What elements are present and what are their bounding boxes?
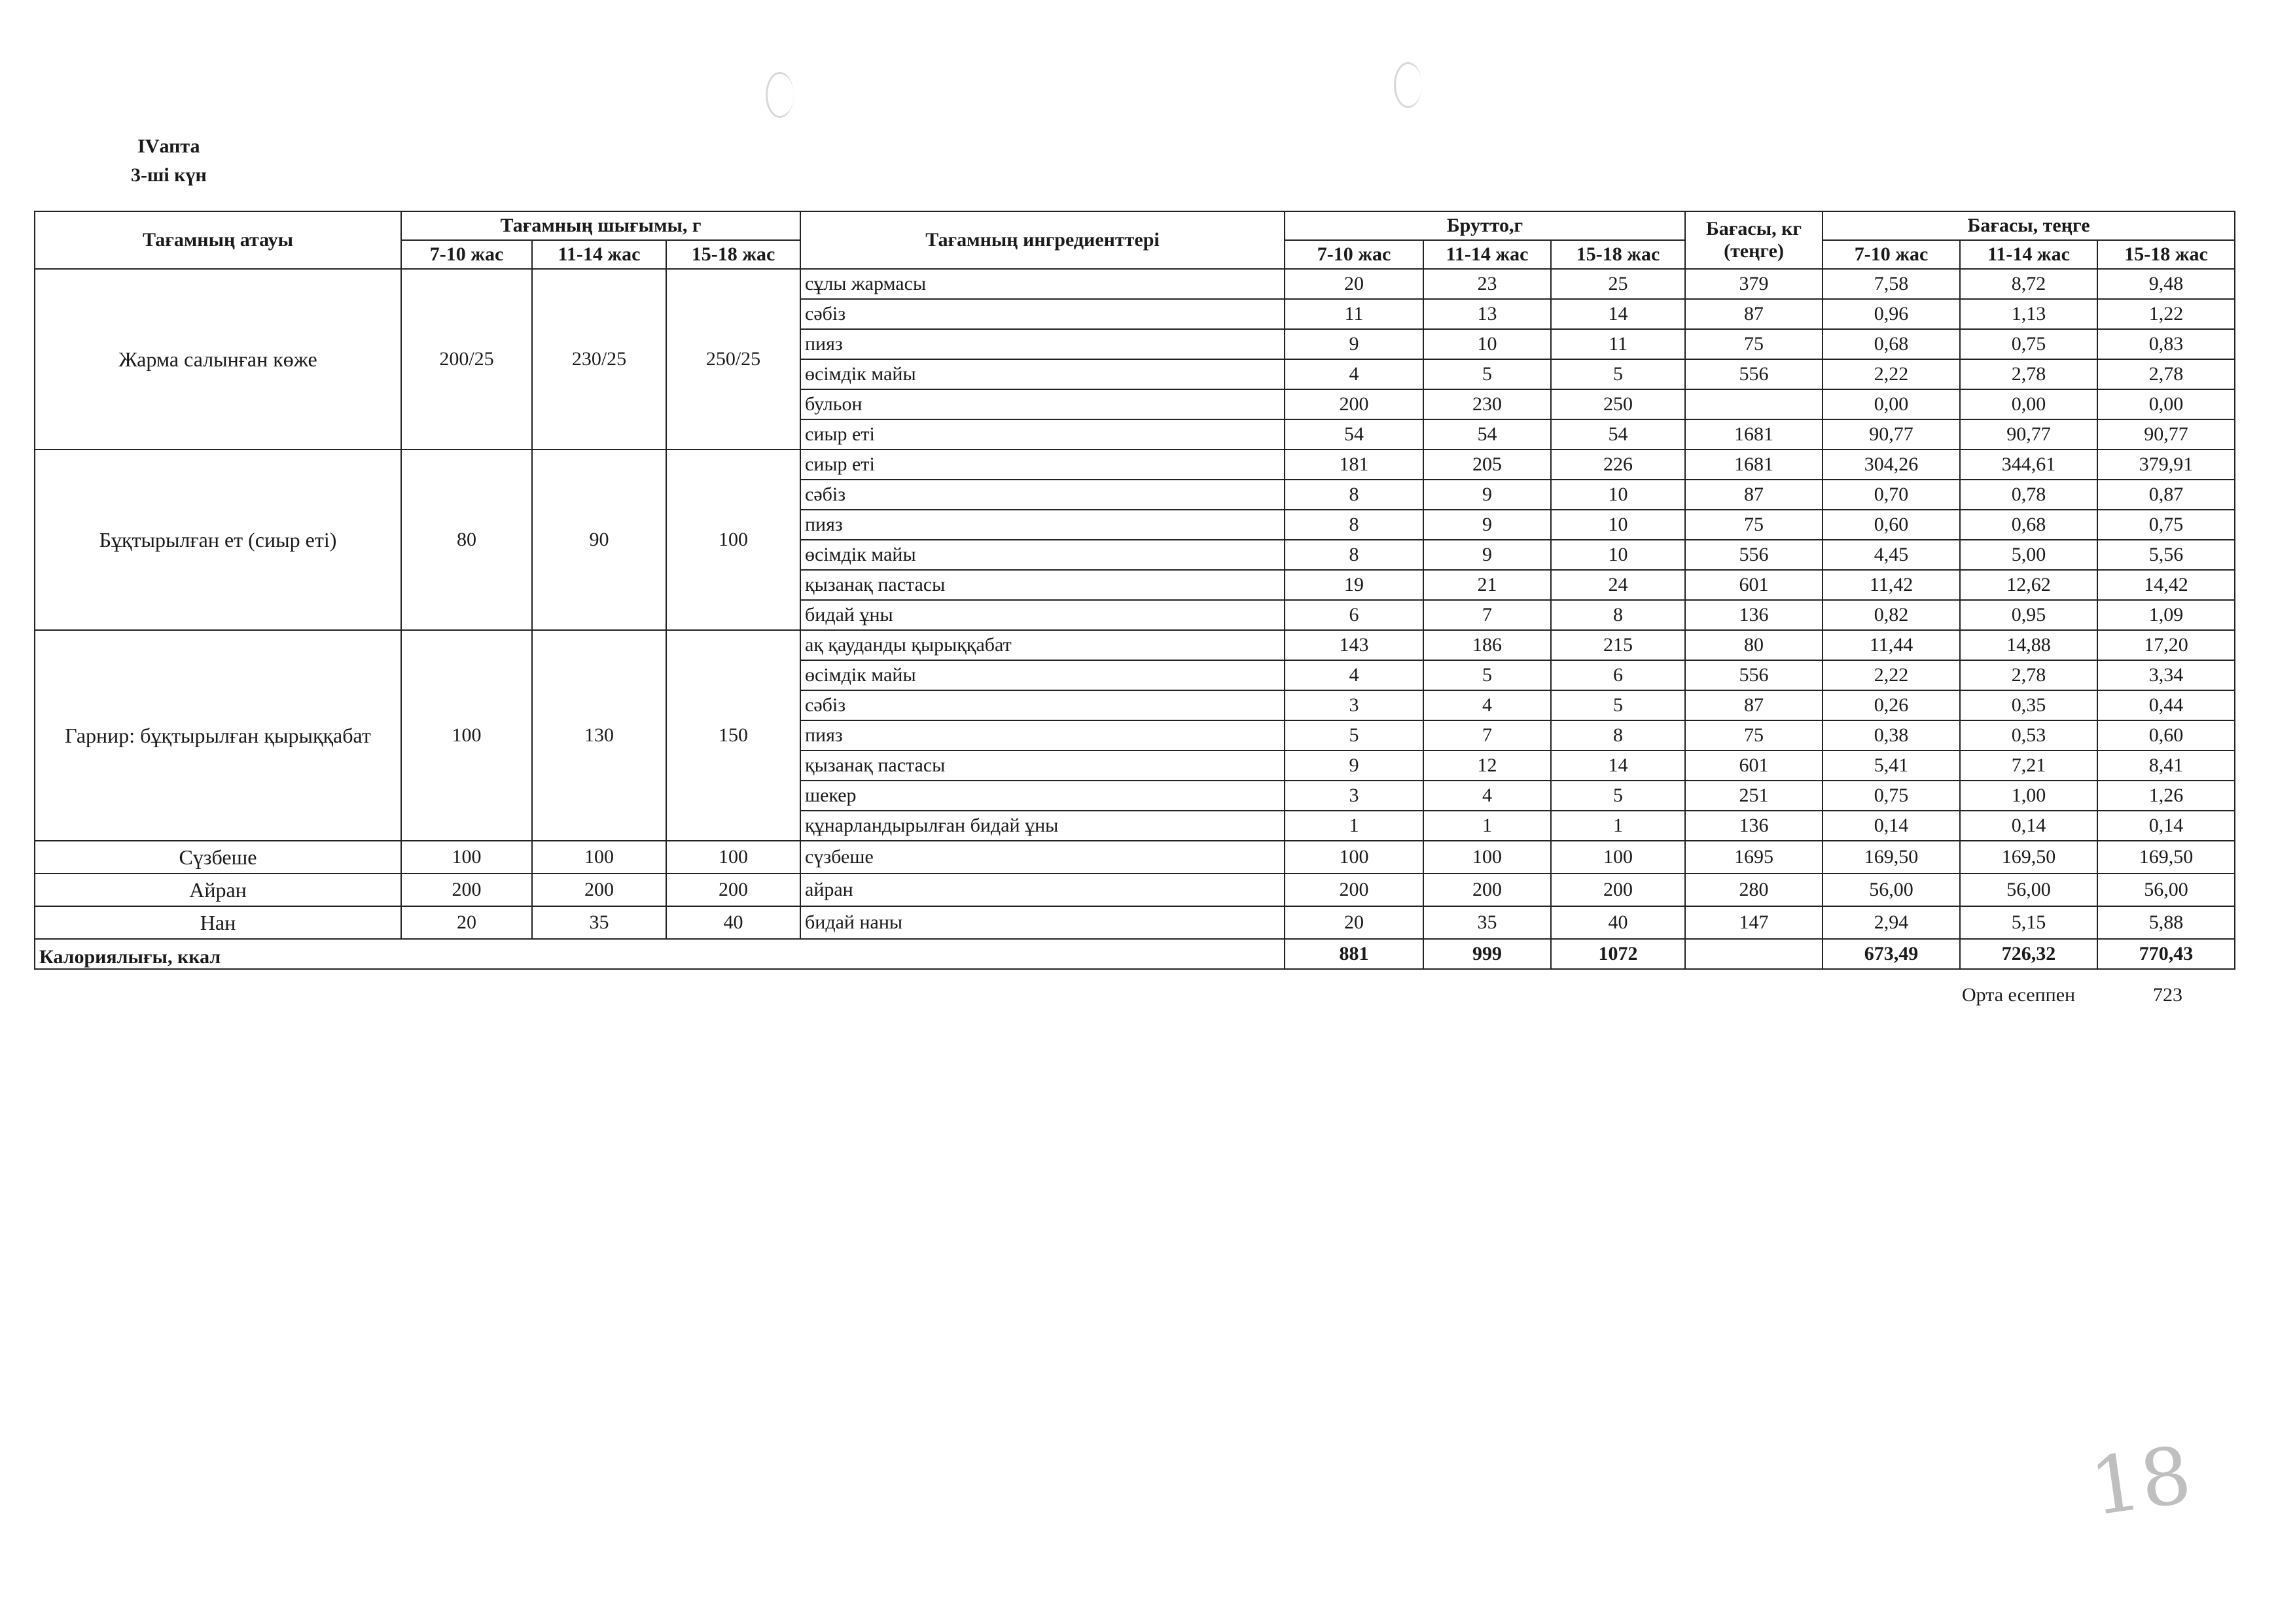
- price-value: 14,88: [1960, 630, 2097, 660]
- price-value: 56,00: [1960, 874, 2097, 906]
- brutto-value: 14: [1551, 299, 1685, 329]
- price-per-kg: 1681: [1685, 419, 1823, 450]
- price-value: 0,00: [2097, 389, 2235, 419]
- brutto-value: 4: [1423, 781, 1551, 811]
- brutto-value: 1: [1285, 811, 1423, 841]
- brutto-value: 143: [1285, 630, 1423, 660]
- brutto-value: 13: [1423, 299, 1551, 329]
- dish-output: 100: [666, 841, 800, 874]
- brutto-value: 40: [1551, 906, 1685, 939]
- price-per-kg: 556: [1685, 540, 1823, 570]
- brutto-value: 186: [1423, 630, 1551, 660]
- brutto-value: 1: [1551, 811, 1685, 841]
- ingredient-name: сәбіз: [800, 480, 1285, 510]
- price-value: 0,75: [2097, 510, 2235, 540]
- ingredient-name: бульон: [800, 389, 1285, 419]
- dish-name: Айран: [35, 874, 401, 906]
- ingredient-name: өсімдік майы: [800, 359, 1285, 389]
- total-price: 673,49: [1823, 939, 1960, 969]
- price-value: 169,50: [1823, 841, 1960, 874]
- dish-name: Нан: [35, 906, 401, 939]
- brutto-value: 8: [1285, 540, 1423, 570]
- brutto-value: 7: [1423, 720, 1551, 750]
- dish-name: Гарнир: бұқтырылған қырыққабат: [35, 630, 401, 841]
- total-price: 770,43: [2097, 939, 2235, 969]
- brutto-value: 9: [1285, 750, 1423, 781]
- brutto-value: 5: [1423, 359, 1551, 389]
- empty-cell: [1685, 939, 1823, 969]
- price-value: 379,91: [2097, 450, 2235, 480]
- price-value: 11,44: [1823, 630, 1960, 660]
- brutto-value: 11: [1285, 299, 1423, 329]
- price-value: 0,95: [1960, 600, 2097, 630]
- age-header: 15-18 жас: [666, 240, 800, 269]
- brutto-value: 4: [1423, 690, 1551, 720]
- price-value: 1,26: [2097, 781, 2235, 811]
- price-value: 0,70: [1823, 480, 1960, 510]
- price-value: 12,62: [1960, 570, 2097, 600]
- dish-output: 80: [401, 450, 532, 630]
- dish-output: 35: [532, 906, 666, 939]
- average-label: Орта есеппен: [1962, 984, 2076, 1006]
- age-header: 15-18 жас: [1551, 240, 1685, 269]
- price-value: 4,45: [1823, 540, 1960, 570]
- price-value: 1,09: [2097, 600, 2235, 630]
- price-value: 0,14: [1960, 811, 2097, 841]
- price-value: 0,00: [1823, 389, 1960, 419]
- brutto-value: 6: [1285, 600, 1423, 630]
- ingredient-name: айран: [800, 874, 1285, 906]
- table-row: [35, 906, 2235, 939]
- brutto-value: 21: [1423, 570, 1551, 600]
- brutto-value: 10: [1423, 329, 1551, 359]
- brutto-value: 54: [1551, 419, 1685, 450]
- ingredient-name: өсімдік майы: [800, 540, 1285, 570]
- dish-output: 100: [532, 841, 666, 874]
- age-header: 7-10 жас: [1823, 240, 1960, 269]
- brutto-value: 12: [1423, 750, 1551, 781]
- ingredient-name: бидай ұны: [800, 600, 1285, 630]
- price-value: 17,20: [2097, 630, 2235, 660]
- price-value: 11,42: [1823, 570, 1960, 600]
- price-value: 169,50: [2097, 841, 2235, 874]
- price-value: 5,88: [2097, 906, 2235, 939]
- brutto-value: 23: [1423, 269, 1551, 299]
- price-value: 56,00: [2097, 874, 2235, 906]
- brutto-value: 20: [1285, 269, 1423, 299]
- punch-hole-mark: [1394, 62, 1422, 108]
- page-header: [131, 132, 207, 190]
- price-per-kg: 601: [1685, 750, 1823, 781]
- ingredient-name: пияз: [800, 510, 1285, 540]
- price-value: 9,48: [2097, 269, 2235, 299]
- price-value: 0,44: [2097, 690, 2235, 720]
- brutto-value: 7: [1423, 600, 1551, 630]
- ingredient-name: сұлы жармасы: [800, 269, 1285, 299]
- calories-row: [35, 939, 2235, 969]
- ingredient-name: бидай наны: [800, 906, 1285, 939]
- brutto-value: 54: [1423, 419, 1551, 450]
- price-value: 14,42: [2097, 570, 2235, 600]
- header-output: Тағамның шығымы, г: [401, 211, 800, 240]
- dish-output: 230/25: [532, 269, 666, 450]
- brutto-value: 8: [1285, 480, 1423, 510]
- brutto-value: 19: [1285, 570, 1423, 600]
- header-price-kg: [1685, 211, 1823, 269]
- price-value: 0,68: [1960, 510, 2097, 540]
- dish-output: 100: [666, 450, 800, 630]
- ingredient-name: сиыр еті: [800, 450, 1285, 480]
- ingredient-name: сәбіз: [800, 299, 1285, 329]
- age-header: 11-14 жас: [1423, 240, 1551, 269]
- punch-hole-mark: [766, 72, 794, 118]
- price-value: 90,77: [2097, 419, 2235, 450]
- ingredient-name: пияз: [800, 329, 1285, 359]
- header-ingredients: Тағамның ингредиенттері: [800, 211, 1285, 269]
- brutto-value: 3: [1285, 781, 1423, 811]
- ingredient-name: пияз: [800, 720, 1285, 750]
- price-value: 1,22: [2097, 299, 2235, 329]
- age-header: 15-18 жас: [2097, 240, 2235, 269]
- price-value: 0,53: [1960, 720, 2097, 750]
- brutto-value: 8: [1551, 720, 1685, 750]
- header-price-kg-line2: (теңге): [1724, 240, 1784, 262]
- brutto-value: 5: [1551, 781, 1685, 811]
- price-per-kg: 87: [1685, 299, 1823, 329]
- brutto-value: 226: [1551, 450, 1685, 480]
- brutto-value: 1: [1423, 811, 1551, 841]
- price-value: 0,78: [1960, 480, 2097, 510]
- price-value: 8,41: [2097, 750, 2235, 781]
- price-per-kg: 379: [1685, 269, 1823, 299]
- dish-output: 40: [666, 906, 800, 939]
- brutto-value: 10: [1551, 540, 1685, 570]
- brutto-value: 200: [1285, 389, 1423, 419]
- price-value: 0,75: [1823, 781, 1960, 811]
- dish-output: 200: [666, 874, 800, 906]
- ingredient-name: құнарландырылған бидай ұны: [800, 811, 1285, 841]
- price-value: 5,15: [1960, 906, 2097, 939]
- price-per-kg: 136: [1685, 600, 1823, 630]
- table-row: [35, 269, 2235, 299]
- ingredient-name: шекер: [800, 781, 1285, 811]
- price-value: 0,87: [2097, 480, 2235, 510]
- price-per-kg: 1681: [1685, 450, 1823, 480]
- price-value: 169,50: [1960, 841, 2097, 874]
- brutto-value: 100: [1285, 841, 1423, 874]
- brutto-value: 9: [1423, 480, 1551, 510]
- price-value: 5,41: [1823, 750, 1960, 781]
- price-value: 0,83: [2097, 329, 2235, 359]
- price-per-kg: 280: [1685, 874, 1823, 906]
- menu-table: [34, 211, 2235, 970]
- brutto-value: 4: [1285, 660, 1423, 690]
- brutto-value: 5: [1551, 359, 1685, 389]
- ingredient-name: қызанақ пастасы: [800, 570, 1285, 600]
- price-per-kg: 556: [1685, 359, 1823, 389]
- menu-table-body: [35, 269, 2235, 939]
- price-value: 2,22: [1823, 359, 1960, 389]
- price-per-kg: 75: [1685, 329, 1823, 359]
- brutto-value: 4: [1285, 359, 1423, 389]
- age-header: 7-10 жас: [1285, 240, 1423, 269]
- price-per-kg: 136: [1685, 811, 1823, 841]
- dish-name: Жарма салынған көже: [35, 269, 401, 450]
- price-per-kg: 80: [1685, 630, 1823, 660]
- brutto-value: 5: [1551, 690, 1685, 720]
- price-per-kg: 87: [1685, 690, 1823, 720]
- dish-name: Бұқтырылған ет (сиыр еті): [35, 450, 401, 630]
- table-row: [35, 630, 2235, 660]
- price-value: 1,13: [1960, 299, 2097, 329]
- brutto-value: 215: [1551, 630, 1685, 660]
- price-value: 0,26: [1823, 690, 1960, 720]
- dish-output: 100: [401, 630, 532, 841]
- brutto-value: 250: [1551, 389, 1685, 419]
- price-value: 7,58: [1823, 269, 1960, 299]
- age-header: 7-10 жас: [401, 240, 532, 269]
- brutto-value: 9: [1423, 510, 1551, 540]
- brutto-value: 14: [1551, 750, 1685, 781]
- table-row: [35, 450, 2235, 480]
- price-value: 0,00: [1960, 389, 2097, 419]
- average-value: 723: [2153, 984, 2182, 1006]
- price-per-kg: 147: [1685, 906, 1823, 939]
- brutto-value: 181: [1285, 450, 1423, 480]
- header-price: Бағасы, теңге: [1823, 211, 2235, 240]
- brutto-value: 230: [1423, 389, 1551, 419]
- price-value: 2,78: [2097, 359, 2235, 389]
- price-value: 0,60: [1823, 510, 1960, 540]
- header-dish-name: Тағамның атауы: [35, 211, 401, 269]
- ingredient-name: сиыр еті: [800, 419, 1285, 450]
- price-value: 3,34: [2097, 660, 2235, 690]
- price-value: 0,96: [1823, 299, 1960, 329]
- brutto-value: 9: [1285, 329, 1423, 359]
- price-per-kg: 75: [1685, 510, 1823, 540]
- calories-value: 1072: [1551, 939, 1685, 969]
- dish-name: Сүзбеше: [35, 841, 401, 874]
- brutto-value: 200: [1285, 874, 1423, 906]
- price-value: 344,61: [1960, 450, 2097, 480]
- handwritten-page-number: 18: [2085, 1430, 2197, 1534]
- price-value: 2,78: [1960, 660, 2097, 690]
- brutto-value: 100: [1551, 841, 1685, 874]
- age-header: 11-14 жас: [532, 240, 666, 269]
- price-value: 5,00: [1960, 540, 2097, 570]
- price-value: 0,68: [1823, 329, 1960, 359]
- price-value: 0,38: [1823, 720, 1960, 750]
- price-value: 90,77: [1960, 419, 2097, 450]
- price-value: 7,21: [1960, 750, 2097, 781]
- price-per-kg: 75: [1685, 720, 1823, 750]
- brutto-value: 9: [1423, 540, 1551, 570]
- week-label: IVапта: [137, 135, 200, 157]
- table-row: [35, 841, 2235, 874]
- dish-output: 200: [401, 874, 532, 906]
- price-value: 0,60: [2097, 720, 2235, 750]
- price-value: 304,26: [1823, 450, 1960, 480]
- day-label: 3-ші күн: [131, 164, 207, 186]
- ingredient-name: сәбіз: [800, 690, 1285, 720]
- brutto-value: 100: [1423, 841, 1551, 874]
- price-value: 5,56: [2097, 540, 2235, 570]
- brutto-value: 35: [1423, 906, 1551, 939]
- dish-output: 90: [532, 450, 666, 630]
- brutto-value: 5: [1285, 720, 1423, 750]
- ingredient-name: өсімдік майы: [800, 660, 1285, 690]
- price-per-kg: 251: [1685, 781, 1823, 811]
- price-value: 8,72: [1960, 269, 2097, 299]
- price-value: 0,14: [1823, 811, 1960, 841]
- dish-output: 100: [401, 841, 532, 874]
- dish-output: 200/25: [401, 269, 532, 450]
- price-value: 2,94: [1823, 906, 1960, 939]
- brutto-value: 10: [1551, 480, 1685, 510]
- dish-output: 200: [532, 874, 666, 906]
- brutto-value: 54: [1285, 419, 1423, 450]
- table-row: [35, 874, 2235, 906]
- price-value: 2,22: [1823, 660, 1960, 690]
- brutto-value: 6: [1551, 660, 1685, 690]
- brutto-value: 24: [1551, 570, 1685, 600]
- brutto-value: 200: [1551, 874, 1685, 906]
- ingredient-name: сүзбеше: [800, 841, 1285, 874]
- brutto-value: 11: [1551, 329, 1685, 359]
- price-per-kg: 87: [1685, 480, 1823, 510]
- calories-value: 881: [1285, 939, 1423, 969]
- price-value: 1,00: [1960, 781, 2097, 811]
- header-price-kg-line1: Бағасы, кг: [1705, 218, 1802, 239]
- age-header: 11-14 жас: [1960, 240, 2097, 269]
- price-per-kg: 601: [1685, 570, 1823, 600]
- price-value: 0,82: [1823, 600, 1960, 630]
- dish-output: 130: [532, 630, 666, 841]
- price-value: 0,14: [2097, 811, 2235, 841]
- header-brutto: Брутто,г: [1285, 211, 1685, 240]
- dish-output: 250/25: [666, 269, 800, 450]
- dish-output: 150: [666, 630, 800, 841]
- ingredient-name: ақ қауданды қырыққабат: [800, 630, 1285, 660]
- price-value: 2,78: [1960, 359, 2097, 389]
- dish-output: 20: [401, 906, 532, 939]
- price-per-kg: 556: [1685, 660, 1823, 690]
- ingredient-name: қызанақ пастасы: [800, 750, 1285, 781]
- price-value: 0,35: [1960, 690, 2097, 720]
- price-value: 0,75: [1960, 329, 2097, 359]
- brutto-value: 25: [1551, 269, 1685, 299]
- price-per-kg: [1685, 389, 1823, 419]
- brutto-value: 8: [1285, 510, 1423, 540]
- calories-value: 999: [1423, 939, 1551, 969]
- price-value: 90,77: [1823, 419, 1960, 450]
- price-value: 56,00: [1823, 874, 1960, 906]
- brutto-value: 200: [1423, 874, 1551, 906]
- calories-label: Калориялығы, ккал: [35, 939, 1285, 969]
- brutto-value: 205: [1423, 450, 1551, 480]
- brutto-value: 3: [1285, 690, 1423, 720]
- total-price: 726,32: [1960, 939, 2097, 969]
- brutto-value: 10: [1551, 510, 1685, 540]
- brutto-value: 8: [1551, 600, 1685, 630]
- brutto-value: 5: [1423, 660, 1551, 690]
- brutto-value: 20: [1285, 906, 1423, 939]
- price-per-kg: 1695: [1685, 841, 1823, 874]
